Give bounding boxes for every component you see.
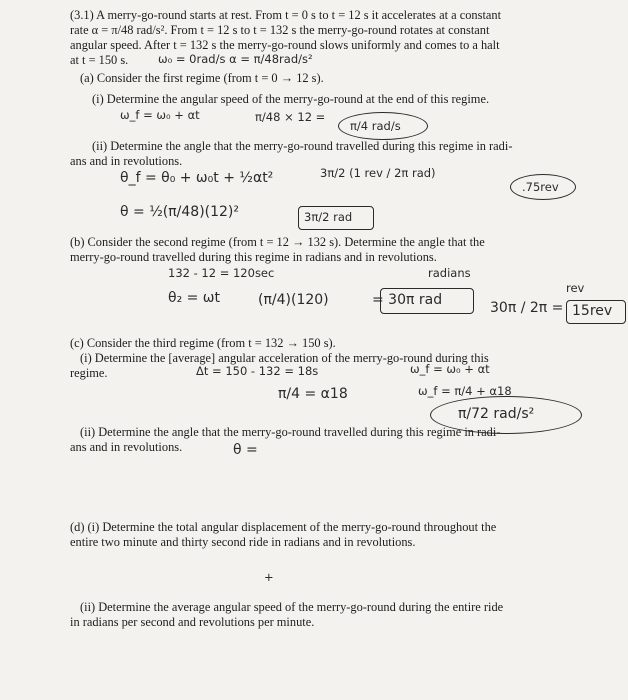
hw-a-ii-sub: θ = ½(π/48)(12)² <box>120 204 239 220</box>
part-c-ii-line-2: ans and in revolutions. <box>70 440 183 454</box>
hw-d-mark: + <box>264 570 274 584</box>
hw-b-answer: = 30π rad <box>372 292 443 308</box>
hw-a-i-answer: π/4 rad/s <box>350 119 401 133</box>
hw-intro-note: ω₀ = 0rad/s α = π/48rad/s² <box>158 52 313 66</box>
hw-c-eq2: ω_f = π/4 + α18 <box>418 384 512 398</box>
intro-line-4: at t = 150 s. <box>70 53 129 67</box>
hw-c-work: ω_f = ω₀ + αt <box>410 362 490 376</box>
hw-b-radians-label: radians <box>428 266 471 280</box>
hw-c-time: Δt = 150 - 132 = 18s <box>196 364 319 378</box>
hw-c-answer: π/72 rad/s² <box>458 406 535 422</box>
hw-a-ii-answer: 3π/2 rad <box>304 210 353 224</box>
part-d-ii-line-2: in radians per second and revolutions per minute. <box>70 615 315 629</box>
part-a-header: (a) Consider the first regime (from t = 0 → 12 s). <box>80 71 324 85</box>
hw-b-sub: (π/4)(120) <box>258 292 329 308</box>
intro-line-1: (3.1) A merry-go-round starts at rest. From t = 0 s to t = 12 s it accelerates at a constant <box>70 8 502 22</box>
part-b-line-2: merry-go-round travelled during this regime in radians and in revolutions. <box>70 250 437 264</box>
hw-a-i-calc: π/48 × 12 = <box>255 110 326 124</box>
hw-c-ii-theta: θ = <box>233 442 258 458</box>
hw-b-rev-answer: 15rev <box>572 303 613 319</box>
part-d-i-line-1: (d) (i) Determine the total angular displacement of the merry-go-round throughout the <box>70 520 497 534</box>
hw-a-ii-conv: 3π/2 (1 rev / 2π rad) <box>320 166 436 180</box>
part-d-i-line-2: entire two minute and thirty second ride in radians and in revolutions. <box>70 535 416 549</box>
part-c-ii-line-1: (ii) Determine the angle that the merry-go-round travelled during this regime in radi- <box>80 425 501 439</box>
part-a-ii-line-1: (ii) Determine the angle that the merry-go-round travelled during this regime in radi- <box>92 139 513 153</box>
intro-line-3: angular speed. After t = 132 s the merry-go-round slows uniformly and comes to a halt <box>70 38 500 52</box>
hw-a-i-work: ω_f = ω₀ + αt <box>120 108 200 122</box>
hw-a-ii-rev: .75rev <box>522 180 559 194</box>
part-d-ii-line-1: (ii) Determine the average angular speed of the merry-go-round during the entire ride <box>80 600 504 614</box>
part-a-i: (i) Determine the angular speed of the merry-go-round at the end of this regime. <box>92 92 490 106</box>
hw-b-rev-label: rev <box>566 281 585 295</box>
hw-b-conv: 30π / 2π = <box>490 300 564 316</box>
hw-b-formula: θ₂ = ωt <box>168 290 221 306</box>
hw-c-eq: π/4 = α18 <box>278 386 348 402</box>
hw-a-ii-formula: θ_f = θ₀ + ω₀t + ½αt² <box>120 170 274 186</box>
part-b-line-1: (b) Consider the second regime (from t = 12 → 132 s). Determine the angle that the <box>70 235 485 249</box>
intro-line-2: rate α = π/48 rad/s². From t = 12 s to t = 132 s the merry-go-round rotates at constant <box>70 23 490 37</box>
part-c-header: (c) Consider the third regime (from t = 132 → 150 s). <box>70 336 336 350</box>
part-a-ii-line-2: ans and in revolutions. <box>70 154 183 168</box>
hw-b-time: 132 - 12 = 120sec <box>168 266 275 280</box>
part-c-i-line-2: regime. <box>70 366 108 380</box>
part-c-i-line-1: (i) Determine the [average] angular acceleration of the merry-go-round during this <box>80 351 489 365</box>
